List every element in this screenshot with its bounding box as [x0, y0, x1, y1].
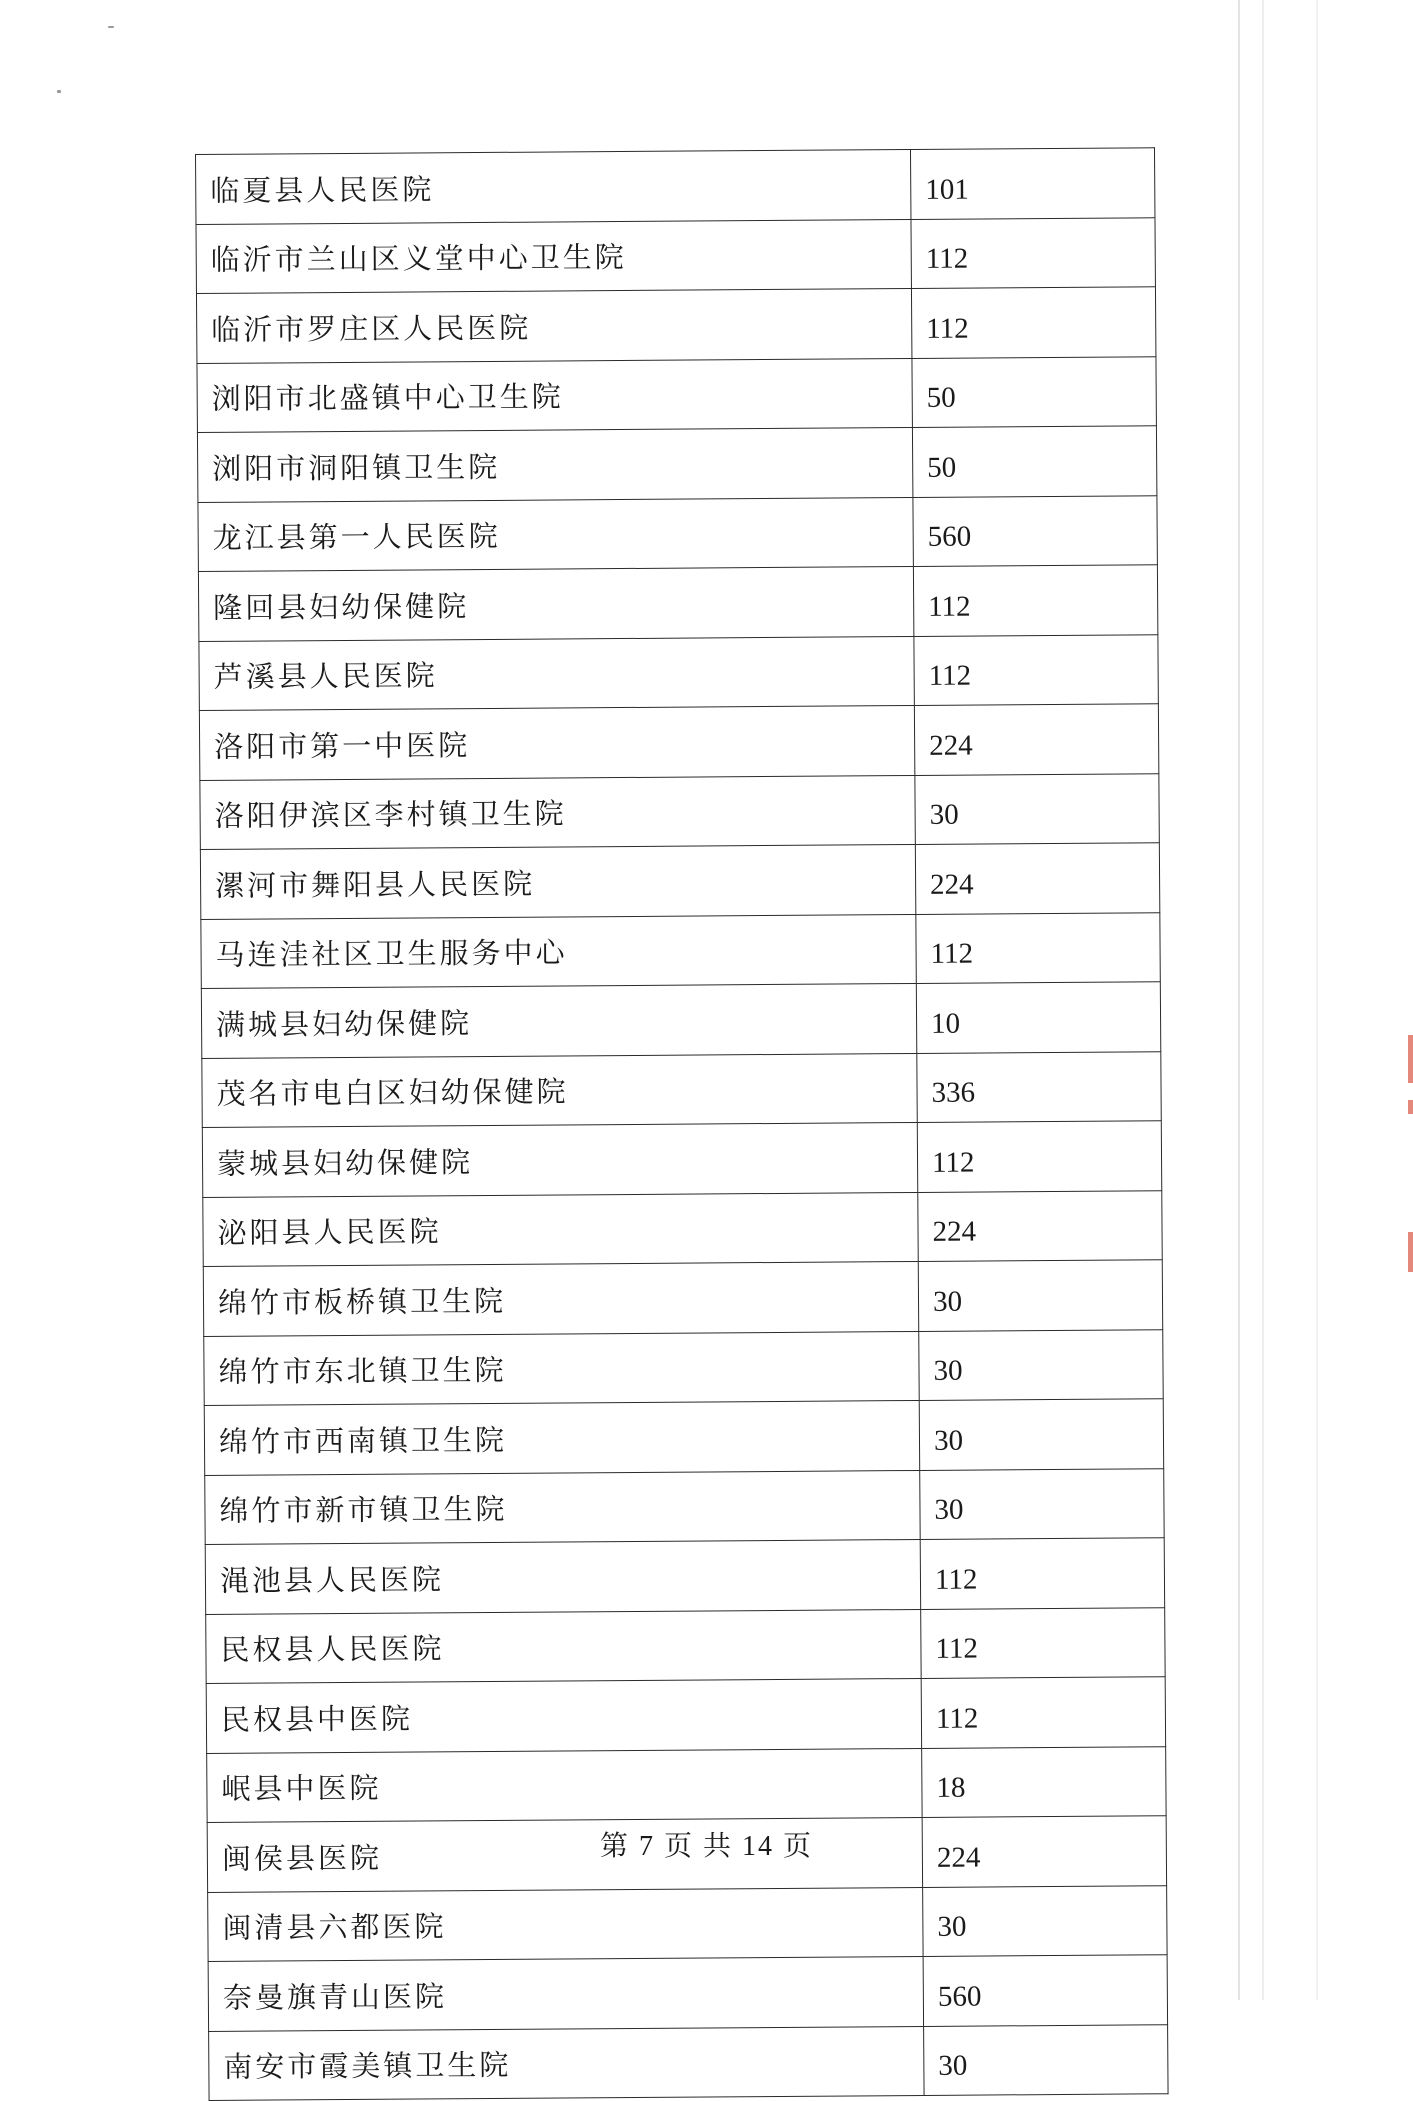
institution-name-cell: 漯河市舞阳县人民医院 — [200, 844, 915, 918]
quantity-cell: 336 — [917, 1051, 1161, 1122]
quantity-cell: 30 — [919, 1329, 1163, 1400]
table-row — [202, 1121, 1161, 1197]
institution-name-cell: 洛阳市第一中医院 — [199, 705, 914, 779]
quantity-cell: 30 — [920, 1468, 1164, 1539]
institution-name-cell: 岷县中医院 — [207, 1748, 922, 1822]
quantity-cell: 560 — [923, 1955, 1167, 2026]
table-row — [199, 704, 1158, 780]
table-row — [202, 1051, 1161, 1127]
table-row — [196, 287, 1155, 363]
institution-table — [195, 147, 1169, 2101]
institution-name-cell: 茂名市电白区妇幼保健院 — [202, 1053, 917, 1127]
table-row — [207, 1746, 1166, 1822]
table-row — [205, 1468, 1164, 1544]
institution-name-cell: 隆回县妇幼保健院 — [198, 566, 913, 640]
institution-name-cell: 洛阳伊滨区李村镇卫生院 — [200, 775, 915, 849]
table-row — [205, 1538, 1164, 1614]
institution-name-cell: 绵竹市板桥镇卫生院 — [203, 1261, 918, 1335]
quantity-cell: 30 — [919, 1399, 1163, 1470]
institution-name-cell: 龙江县第一人民医院 — [198, 497, 913, 571]
quantity-cell: 112 — [917, 1121, 1161, 1192]
table-row — [201, 912, 1160, 988]
quantity-cell: 101 — [910, 148, 1154, 219]
institution-name-cell: 临沂市罗庄区人民医院 — [196, 289, 911, 363]
scan-edge-line — [1238, 0, 1240, 2000]
quantity-cell: 112 — [921, 1677, 1165, 1748]
institution-name-cell: 绵竹市东北镇卫生院 — [204, 1331, 919, 1405]
scan-edge-line — [1316, 0, 1318, 2000]
quantity-cell: 30 — [918, 1260, 1162, 1331]
quantity-cell: 560 — [913, 495, 1157, 566]
quantity-cell: 112 — [911, 217, 1155, 288]
institution-name-cell: 临沂市兰山区义堂中心卫生院 — [196, 219, 911, 293]
table-row — [203, 1260, 1162, 1336]
table-row — [208, 1955, 1167, 2031]
quantity-cell: 112 — [913, 565, 1157, 636]
table-row — [197, 356, 1156, 432]
institution-name-cell: 南安市霞美镇卫生院 — [209, 2026, 924, 2100]
table-row — [200, 843, 1159, 919]
table-row — [196, 217, 1155, 293]
institution-name-cell: 民权县人民医院 — [206, 1609, 921, 1683]
institution-name-cell: 民权县中医院 — [206, 1678, 921, 1752]
quantity-cell: 30 — [915, 773, 1159, 844]
table-row — [203, 1190, 1162, 1266]
institution-name-cell: 绵竹市西南镇卫生院 — [204, 1400, 919, 1474]
table-row — [198, 565, 1157, 641]
table-row — [204, 1399, 1163, 1475]
institution-name-cell: 浏阳市北盛镇中心卫生院 — [197, 358, 912, 432]
quantity-cell: 18 — [922, 1746, 1166, 1817]
table-row — [201, 982, 1160, 1058]
table-row — [204, 1329, 1163, 1405]
institution-name-cell: 芦溪县人民医院 — [199, 636, 914, 710]
table-row — [209, 2024, 1168, 2100]
quantity-cell: 112 — [911, 287, 1155, 358]
table-row — [196, 148, 1155, 224]
institution-name-cell: 渑池县人民医院 — [205, 1539, 920, 1613]
institution-name-cell: 满城县妇幼保健院 — [201, 983, 916, 1057]
institution-name-cell: 绵竹市新市镇卫生院 — [205, 1470, 920, 1544]
quantity-cell: 112 — [916, 912, 1160, 983]
table-row — [206, 1677, 1165, 1753]
institution-name-cell: 闽清县六都医院 — [208, 1887, 923, 1961]
scan-speck — [57, 90, 61, 93]
table-row — [199, 634, 1158, 710]
red-stamp-fragment — [1408, 1232, 1413, 1272]
quantity-cell: 112 — [914, 634, 1158, 705]
page-number-footer: 第 7 页 共 14 页 — [599, 1831, 813, 1862]
table-row — [197, 426, 1156, 502]
institution-name-cell: 奈曼旗青山医院 — [208, 1956, 923, 2030]
scan-edge-line — [1262, 0, 1264, 2000]
table-row — [206, 1607, 1165, 1683]
institution-name-cell: 浏阳市洞阳镇卫生院 — [197, 427, 912, 501]
quantity-cell: 112 — [920, 1538, 1164, 1609]
quantity-cell: 10 — [916, 982, 1160, 1053]
quantity-cell: 112 — [921, 1607, 1165, 1678]
red-stamp-fragment — [1408, 1035, 1413, 1083]
quantity-cell: 224 — [914, 704, 1158, 775]
quantity-cell: 50 — [912, 356, 1156, 427]
institution-name-cell: 泌阳县人民医院 — [203, 1192, 918, 1266]
table-row — [198, 495, 1157, 571]
quantity-cell: 224 — [918, 1190, 1162, 1261]
institution-name-cell: 闽侯县医院 — [207, 1817, 922, 1891]
quantity-cell: 224 — [922, 1816, 1166, 1887]
table-row — [200, 773, 1159, 849]
quantity-cell: 50 — [912, 426, 1156, 497]
institution-name-cell: 蒙城县妇幼保健院 — [202, 1122, 917, 1196]
quantity-cell: 30 — [924, 2024, 1168, 2095]
institution-name-cell: 临夏县人民医院 — [196, 150, 911, 224]
table-row — [208, 1885, 1167, 1961]
scan-speck — [108, 26, 114, 28]
table-body — [196, 148, 1169, 2101]
institution-name-cell: 马连洼社区卫生服务中心 — [201, 914, 916, 988]
quantity-cell: 224 — [915, 843, 1159, 914]
red-stamp-fragment — [1408, 1100, 1413, 1114]
quantity-cell: 30 — [923, 1885, 1167, 1956]
